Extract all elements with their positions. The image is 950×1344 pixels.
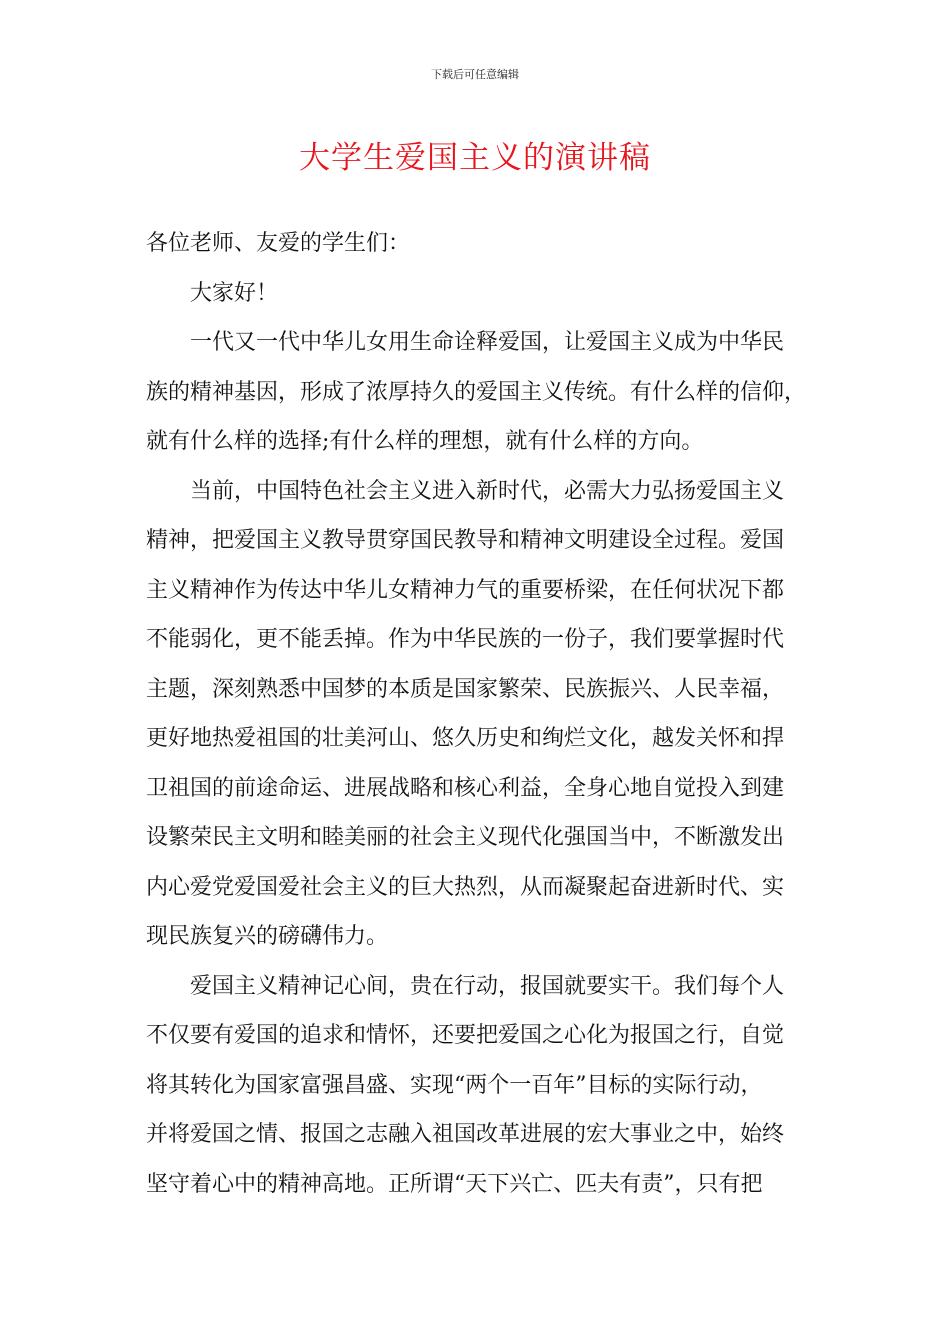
paragraph-line: 设繁荣民主文明和睦美丽的社会主义现代化强国当中，不断激发出 <box>146 825 785 850</box>
paragraph-line: 并将爱国之情、报国之志融入祖国改革进展的宏大事业之中，始终 <box>146 1122 785 1147</box>
paragraph-line: 族的精神基因，形成了浓厚持久的爱国主义传统。有什么样的信仰， <box>146 379 806 405</box>
paragraph-line: 就有什么样的选择;有什么样的理想，就有什么样的方向。 <box>146 429 704 454</box>
paragraph-line: 不仅要有爱国的追求和情怀，还要把爱国之心化为报国之行，自觉 <box>146 1023 785 1048</box>
paragraph-line: 一代又一代中华儿女用生命诠释爱国，让爱国主义成为中华民 <box>190 330 785 355</box>
paragraph-line: 精神，把爱国主义教导贯穿国民教导和精神文明建设全过程。爱国 <box>146 528 785 553</box>
paragraph-line: 卫祖国的前途命运、进展战略和核心利益，全身心地自觉投入到建 <box>146 775 785 801</box>
paragraph-line: 爱国主义精神记心间，贵在行动，报国就要实干。我们每个人 <box>190 973 785 999</box>
paragraph-line: 更好地热爱祖国的壮美河山、悠久历史和绚烂文化，越发关怀和捍 <box>146 726 785 751</box>
header-note: 下载后可任意编辑 <box>431 68 519 81</box>
paragraph-line: 不能弱化，更不能丢掉。作为中华民族的一份子，我们要掌握时代 <box>146 627 785 652</box>
paragraph-line: 内心爱党爱国爱社会主义的巨大热烈，从而凝聚起奋进新时代、实 <box>146 874 785 900</box>
document-body <box>146 219 806 1209</box>
salutation-line: 各位老师、友爱的学生们： <box>146 231 411 256</box>
paragraph-line: 当前，中国特色社会主义进入新时代，必需大力弘扬爱国主义 <box>190 478 785 504</box>
paragraph-line: 将其转化为国家富强昌盛、实现“两个一百年”目标的实际行动， <box>146 1072 763 1098</box>
greeting-line: 大家好！ <box>190 280 279 306</box>
paragraph-line: 主题，深刻熟悉中国梦的本质是国家繁荣、民族振兴、人民幸福， <box>146 676 785 702</box>
paragraph-line: 主义精神作为传达中华儿女精神力气的重要桥梁，在任何状况下都 <box>146 577 785 603</box>
paragraph-line: 现民族复兴的磅礴伟力。 <box>146 924 389 949</box>
paragraph-line: 坚守着心中的精神高地。正所谓“天下兴亡、匹夫有责”，只有把 <box>146 1171 763 1197</box>
document-title: 大学生爱国主义的演讲稿 <box>299 140 651 176</box>
